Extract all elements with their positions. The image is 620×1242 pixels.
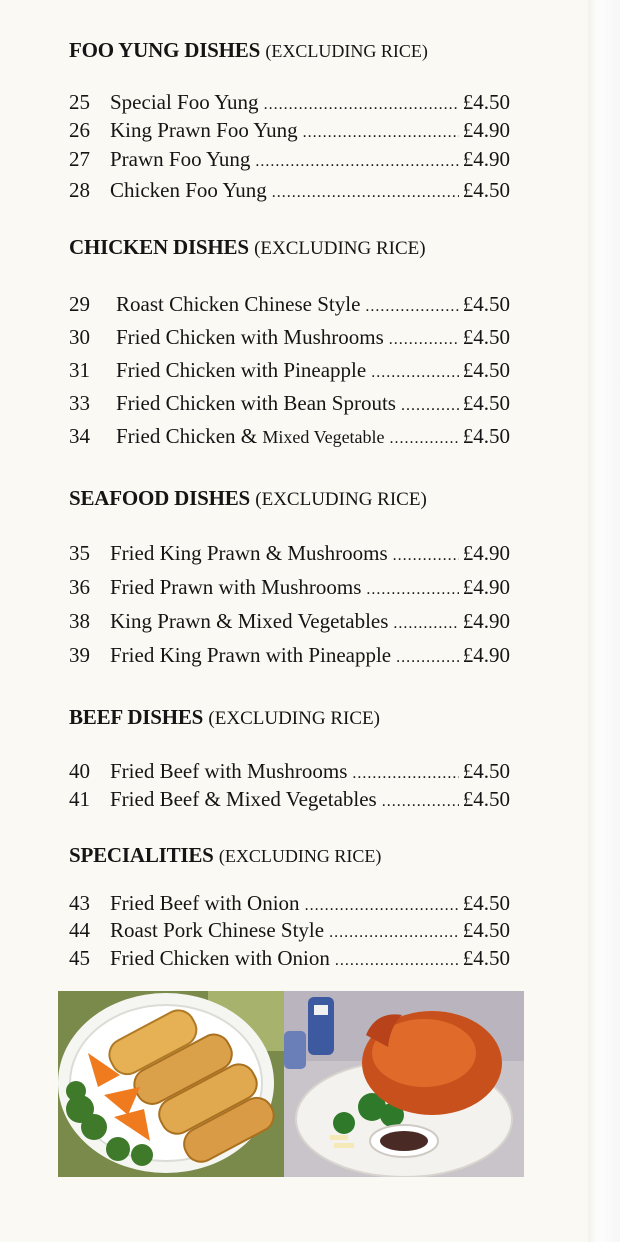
menu-item [69, 889, 510, 917]
menu-item [69, 422, 510, 450]
section-title: SEAFOOD DISHES [69, 486, 251, 510]
section-note: (EXCLUDING RICE) [265, 41, 428, 61]
item-name: Fried Chicken with Onion [110, 946, 330, 970]
menu-item [69, 607, 510, 635]
section-title: BEEF DISHES [69, 705, 204, 729]
item-price: £4.50 [462, 946, 510, 970]
food-photos [58, 991, 524, 1177]
menu-item [69, 944, 510, 972]
section-title: FOO YUNG DISHES [69, 38, 261, 62]
menu-item [69, 785, 510, 813]
item-name: Fried Chicken with Bean Sprouts [116, 391, 396, 415]
item-name: Fried Chicken with Mushrooms [116, 325, 384, 349]
item-name: Fried King Prawn with Pineapple [110, 643, 392, 667]
item-number: 28 [69, 178, 90, 202]
dot-leader [371, 359, 459, 387]
dot-leader [365, 293, 458, 321]
item-number: 26 [69, 118, 90, 142]
item-number: 33 [69, 391, 90, 415]
dot-leader [352, 760, 458, 788]
item-name: Chicken Foo Yung [110, 178, 267, 202]
item-price: £4.50 [462, 918, 510, 942]
dot-leader [396, 644, 459, 672]
page-edge [588, 0, 620, 1242]
item-number: 27 [69, 147, 90, 171]
item-name: Roast Chicken Chinese Style [116, 292, 361, 316]
section-note: (EXCLUDING RICE) [218, 846, 382, 866]
dot-leader [366, 576, 458, 604]
section-heading [69, 235, 519, 261]
item-price: £4.90 [462, 541, 510, 565]
item-price: £4.90 [462, 118, 510, 142]
menu-item [69, 916, 510, 944]
dot-leader [393, 610, 458, 638]
menu-item [69, 539, 510, 567]
menu-item [69, 145, 510, 173]
item-price: £4.50 [462, 292, 510, 316]
dot-leader [390, 425, 459, 453]
dot-leader [401, 392, 459, 420]
menu-item [69, 389, 510, 417]
dot-leader [264, 91, 459, 119]
item-name-main: Fried Chicken & [116, 424, 258, 448]
item-price: £4.90 [462, 575, 510, 599]
item-number: 25 [69, 90, 90, 114]
item-price: £4.50 [462, 787, 510, 811]
menu-item [69, 573, 510, 601]
section-chicken [69, 235, 519, 448]
section-note: (EXCLUDING RICE) [254, 238, 426, 259]
item-price: £4.50 [462, 891, 510, 915]
item-price: £4.90 [462, 643, 510, 667]
item-price: £4.90 [462, 609, 510, 633]
item-name: Fried Beef with Onion [110, 891, 300, 915]
item-name: Fried Chicken with Pineapple [116, 358, 367, 382]
item-name: Special Foo Yung [110, 90, 259, 114]
dot-leader [329, 919, 459, 947]
item-price: £4.50 [462, 424, 510, 448]
section-heading [69, 38, 519, 63]
menu-item [69, 323, 510, 351]
item-number: 34 [69, 424, 90, 448]
dot-leader [389, 326, 459, 354]
item-name: Fried Beef with Mushrooms [110, 759, 348, 783]
item-number: 30 [69, 325, 90, 349]
item-name: King Prawn & Mixed Vegetables [110, 609, 389, 633]
menu-item [69, 88, 510, 116]
section-heading [69, 486, 519, 512]
section-heading [69, 843, 519, 868]
item-name: Fried Prawn with Mushrooms [110, 575, 362, 599]
dot-leader [303, 119, 459, 147]
item-name: Fried King Prawn & Mushrooms [110, 541, 388, 565]
item-price: £4.90 [462, 147, 510, 171]
section-title: CHICKEN DISHES [69, 235, 249, 259]
menu-item [69, 356, 510, 384]
item-number: 43 [69, 891, 90, 915]
item-name: Roast Pork Chinese Style [110, 918, 325, 942]
menu-item [69, 116, 510, 144]
item-name: Prawn Foo Yung [110, 147, 251, 171]
item-number: 29 [69, 292, 90, 316]
item-number: 38 [69, 609, 90, 633]
item-price: £4.50 [462, 90, 510, 114]
section-note: (EXCLUDING RICE) [255, 489, 427, 510]
item-name [116, 422, 385, 451]
section-note: (EXCLUDING RICE) [208, 708, 380, 729]
item-name: Fried Beef & Mixed Vegetables [110, 787, 377, 811]
spring-rolls-photo [58, 991, 284, 1177]
item-number: 39 [69, 643, 90, 667]
menu-item [69, 641, 510, 669]
item-name: King Prawn Foo Yung [110, 118, 298, 142]
dot-leader [393, 542, 459, 570]
item-number: 31 [69, 358, 90, 382]
section-specialities [69, 843, 519, 970]
item-price: £4.50 [462, 178, 510, 202]
section-foo-yung [69, 38, 519, 202]
menu-item [69, 757, 510, 785]
roast-duck-photo [284, 991, 524, 1177]
item-price: £4.50 [462, 358, 510, 382]
item-number: 44 [69, 918, 90, 942]
item-price: £4.50 [462, 325, 510, 349]
menu-item [69, 290, 510, 318]
item-number: 35 [69, 541, 90, 565]
menu-item [69, 176, 510, 204]
section-heading [69, 705, 519, 731]
item-number: 36 [69, 575, 90, 599]
item-name-small: Mixed Vegetable [262, 427, 385, 447]
item-price: £4.50 [462, 391, 510, 415]
section-beef [69, 705, 519, 811]
dot-leader [272, 179, 459, 207]
dot-leader [255, 148, 458, 176]
item-number: 45 [69, 946, 90, 970]
dot-leader [382, 788, 459, 816]
section-title: SPECIALITIES [69, 843, 214, 867]
item-number: 41 [69, 787, 90, 811]
dot-leader [335, 947, 459, 975]
item-price: £4.50 [462, 759, 510, 783]
section-seafood [69, 486, 519, 667]
item-number: 40 [69, 759, 90, 783]
